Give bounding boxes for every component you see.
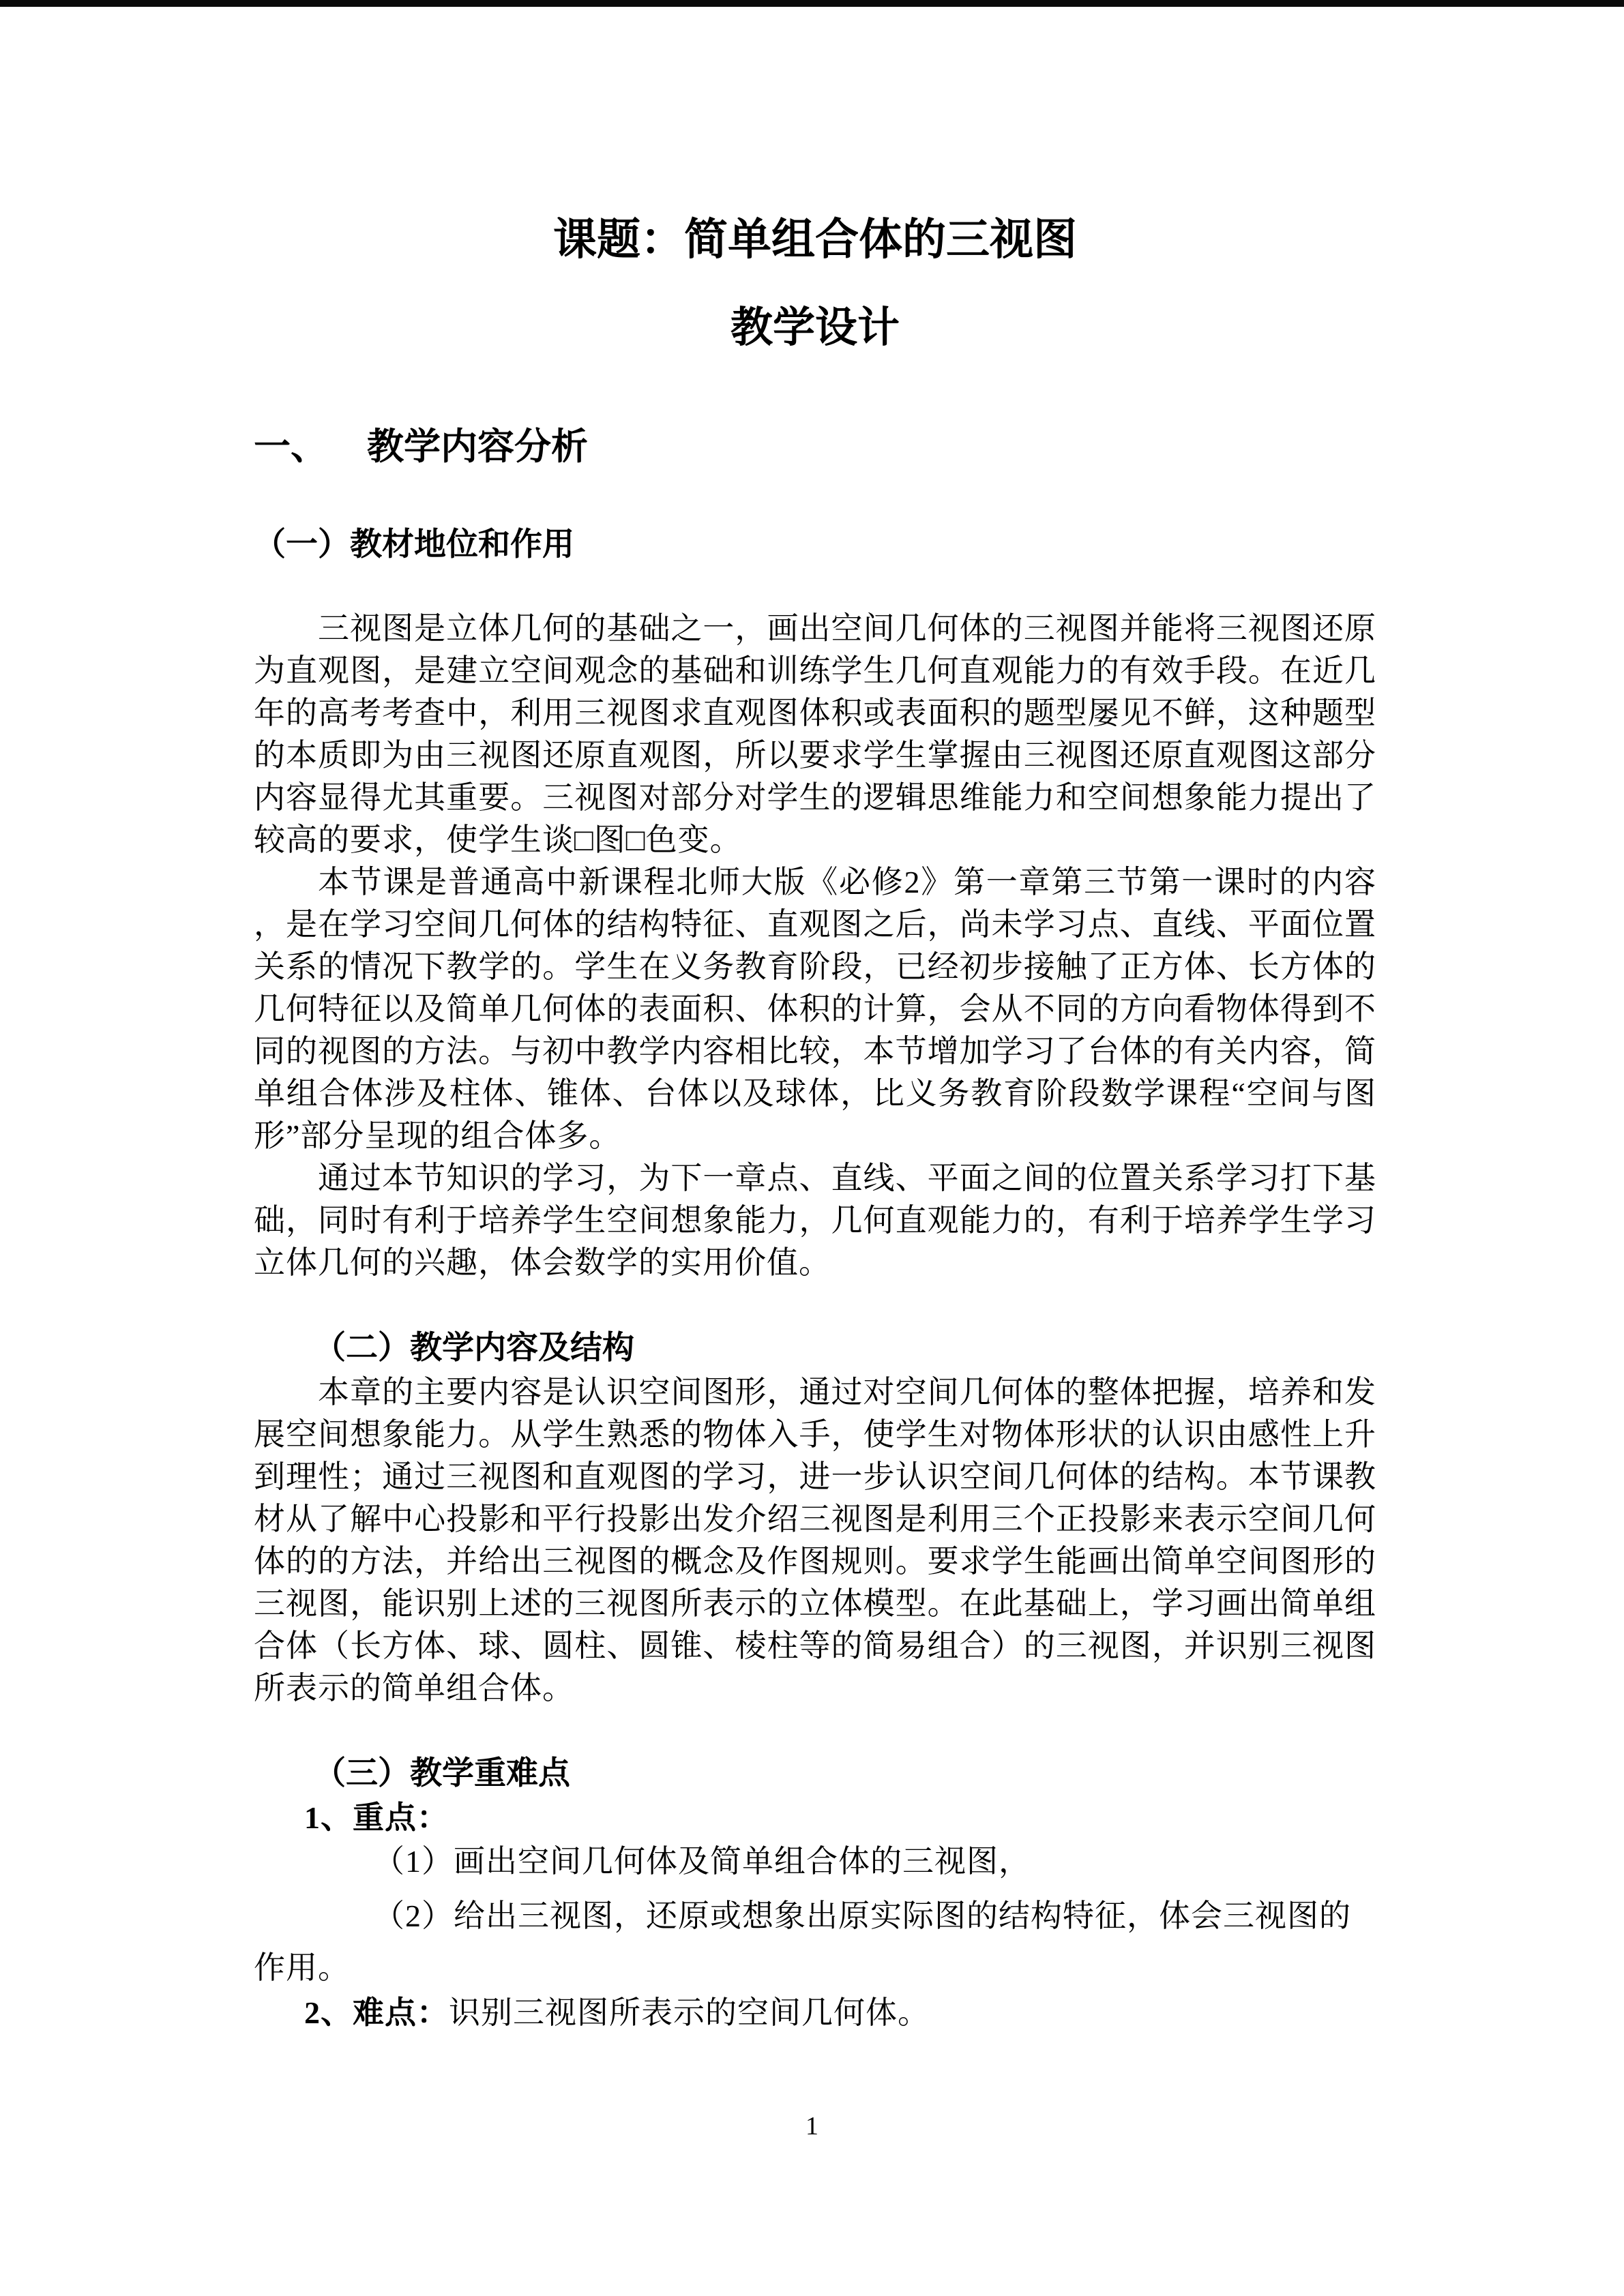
key-point-item-2-continuation: 作用。 [254,1950,350,1986]
page-number: 1 [806,2112,818,2141]
paragraph-material-role-2: 本节课是普通高中新课程北师大版《必修2》第一章第三节第一课时的内容 ，是在学习空间几何体的结构特征、直观图之后，尚未学习点、直线、平面位置关系的情况下教学的。学生在义务教育阶段，已经初步接触了正方体、长方体的几何特征以及简单几何体的表面积、体积的计算，会从不同的方向看物体得到不同的视图的方法。与初中教学内容相比较，本节增加学习了台体的有关内容，简单组合体涉及柱体、锥体、台体以及球体，比义务教育阶段数学课程“空间与图形”部分呈现的组合体多。 [254,865,1376,1154]
difficulty-point-line [304,1992,1376,2034]
key-point-item-1: （1）画出空间几何体及简单组合体的三视图， [373,1844,1031,1879]
section-1-label: 教学内容分析 [367,426,588,467]
paragraph-material-role-3: 通过本节知识的学习，为下一章点、直线、平面之间的位置关系学习打下基础，同时有利于培养学生空间想象能力，几何直观能力的，有利于培养学生学习立体几何的兴趣，体会数学的实用价值。 [254,1161,1376,1281]
key-point-label: 1、重点： [304,1800,449,1836]
paragraph-material-role-1: 三视图是立体几何的基础之一，画出空间几何体的三视图并能将三视图还原为直观图，是建立空间观念的基础和训练学生几何直观能力的有效手段。在近几年的高考考查中，利用三视图求直观图体积或表面积的题型屡见不鲜，这种题型的本质即为由三视图还原直观图，所以要求学生掌握由三视图还原直观图这部分内容显得尤其重要。三视图对部分对学生的逻辑思维能力和空间想象能力提出了较高的要求，使学生谈□图□色变。 [254,611,1376,858]
document-title: 课题：简单组合体的三视图 [553,215,1077,264]
paragraph-content-structure: 本章的主要内容是认识空间图形，通过对空间几何体的整体把握，培养和发展空间想象能力。从学生熟悉的物体入手，使学生对物体形状的认识由感性上升到理性；通过三视图和直观图的学习，进一步认识空间几何体的结构。本节课教材从了解中心投影和平行投影出发介绍三视图是利用三个正投影来表示空间几何体的的方法，并给出三视图的概念及作图规则。要求学生能画出简单空间图形的三视图，能识别上述的三视图所表示的立体模型。在此基础上，学习画出简单组合体（长方体、球、圆柱、圆锥、棱柱等的简易组合）的三视图，并识别三视图所表示的简单组合体。 [254,1375,1376,1706]
document-subtitle: 教学设计 [730,305,900,352]
subsection-3-heading: （三）教学重难点 [314,1756,570,1792]
section-1-number: 一、 [254,426,327,467]
subsection-1-heading: （一）教材地位和作用 [254,527,574,563]
difficulty-point-text: 识别三视图所表示的空间几何体。 [449,1995,930,2031]
section-1-heading [254,424,1376,471]
scan-edge-artifact [0,0,1624,7]
key-point-item-2: （2）给出三视图，还原或想象出原实际图的结构特征，体会三视图的 [373,1898,1351,1934]
difficulty-point-label: 2、难点： [304,1995,449,2031]
subsection-2-heading: （二）教学内容及结构 [314,1330,634,1367]
